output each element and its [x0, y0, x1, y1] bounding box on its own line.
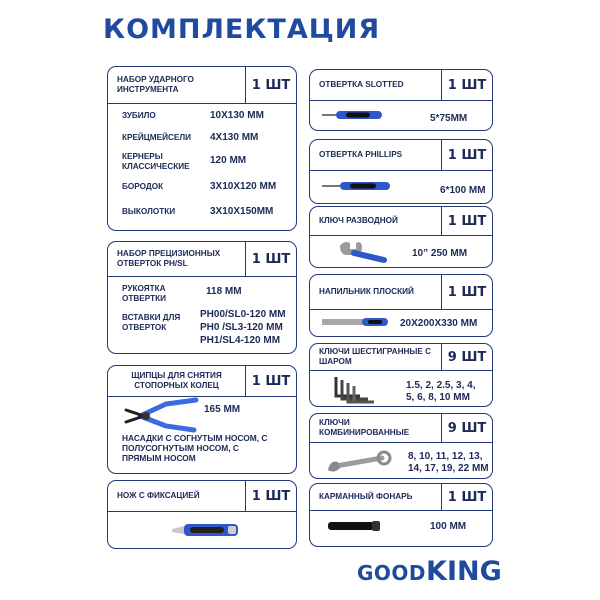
card-utility-knife: [107, 480, 297, 549]
utility-knife-icon: [172, 521, 240, 539]
card-pocket-flashlight: [309, 483, 493, 547]
card-header: [310, 414, 492, 443]
item-sizes: 14, 17, 19, 22 ММ: [408, 463, 489, 474]
item-quantity: 1 ШТ: [245, 481, 296, 511]
row-value: PH0 /SL3-120 ММ: [200, 322, 283, 333]
item-size: 5*75ММ: [430, 113, 468, 124]
adjustable-wrench-icon: [338, 240, 388, 264]
flashlight-icon: [328, 519, 382, 533]
row-label: ВСТАВКИ ДЛЯ ОТВЕРТОК: [122, 313, 181, 332]
item-note: НАСАДКИ С СОГНУТЫМ НОСОМ, С ПОЛУСОГНУТЫМ НОСОМ, С ПРЯМЫМ НОСОМ: [122, 433, 268, 463]
card-header: [108, 67, 296, 104]
item-sizes: 8, 10, 11, 12, 13,: [408, 451, 483, 462]
item-quantity: 1 ШТ: [441, 140, 492, 170]
card-slotted-screwdriver: [309, 69, 493, 131]
page-title: КОМПЛЕКТАЦИЯ: [103, 14, 381, 45]
item-name: ЩИПЦЫ ДЛЯ СНЯТИЯ СТОПОРНЫХ КОЛЕЦ: [131, 371, 222, 390]
card-header: [108, 242, 296, 277]
card-header: [310, 484, 492, 511]
row-value: 120 ММ: [210, 155, 247, 166]
card-header: [310, 207, 492, 236]
row-label: РУКОЯТКА ОТВЕРТКИ: [122, 284, 166, 303]
card-adjustable-wrench: [309, 206, 493, 268]
item-name: ОТВЕРТКА SLOTTED: [319, 80, 404, 89]
row-value: PH1/SL4-120 ММ: [200, 335, 281, 346]
row-label: БОРОДОК: [122, 182, 164, 191]
item-size: 6*100 ММ: [440, 185, 486, 196]
combination-wrench-icon: [326, 450, 392, 474]
card-combination-wrenches: [309, 413, 493, 479]
row-value: 3X10X120 ММ: [210, 181, 277, 192]
row-label: ЗУБИЛО: [122, 111, 156, 120]
card-phillips-screwdriver: [309, 139, 493, 204]
logo-part-king: KING: [426, 556, 502, 587]
item-quantity: 1 ШТ: [245, 242, 296, 276]
item-name: КАРМАННЫЙ ФОНАРЬ: [319, 492, 413, 501]
item-name: КЛЮЧ РАЗВОДНОЙ: [319, 216, 398, 225]
row-value: 3X10X150ММ: [210, 206, 274, 217]
item-quantity: 1 ШТ: [441, 207, 492, 235]
item-name: НАБОР ПРЕЦИЗИОННЫХ ОТВЕРТОК PH/SL: [117, 249, 221, 268]
flat-file-icon: [322, 317, 390, 327]
item-quantity: 1 ШТ: [441, 484, 492, 510]
item-size: 10” 250 ММ: [412, 248, 468, 259]
phillips-screwdriver-icon: [322, 180, 392, 192]
item-size: 165 ММ: [204, 404, 241, 415]
item-quantity: 9 ШТ: [441, 414, 492, 442]
item-quantity: 9 ШТ: [441, 344, 492, 370]
item-name: КЛЮЧИ ШЕСТИГРАННЫЕ С ШАРОМ: [319, 347, 432, 366]
item-name: НАПИЛЬНИК ПЛОСКИЙ: [319, 287, 414, 296]
item-quantity: 1 ШТ: [245, 67, 296, 103]
item-name: КЛЮЧИ КОМБИНИРОВАННЫЕ: [319, 418, 410, 437]
row-label: КЕРНЕРЫ КЛАССИЧЕСКИЕ: [122, 152, 190, 171]
card-hex-keys: [309, 343, 493, 407]
goodking-logo: [357, 556, 502, 587]
card-circlip-pliers: [107, 365, 297, 474]
row-label: ВЫКОЛОТКИ: [122, 207, 176, 216]
item-name: НАБОР УДАРНОГО ИНСТРУМЕНТА: [117, 75, 194, 94]
item-quantity: 1 ШТ: [441, 275, 492, 309]
hex-keys-icon: [330, 374, 380, 404]
row-value: PH00/SL0-120 ММ: [200, 309, 286, 320]
item-size: 100 ММ: [430, 521, 467, 532]
item-sizes: 1.5, 2, 2.5, 3, 4,: [406, 380, 476, 391]
item-name: ОТВЕРТКА PHILLIPS: [319, 150, 403, 159]
slotted-screwdriver-icon: [322, 109, 384, 121]
row-value: 4X130 ММ: [210, 132, 259, 143]
item-quantity: 1 ШТ: [245, 366, 296, 396]
card-header: [310, 344, 492, 371]
card-percussion-set: [107, 66, 297, 231]
row-label: КРЕЙЦМЕЙСЕЛИ: [122, 133, 191, 142]
card-header: [310, 275, 492, 310]
card-precision-screwdrivers: [107, 241, 297, 354]
row-value: 10X130 ММ: [210, 110, 264, 121]
card-header: [108, 481, 296, 512]
card-header: [310, 70, 492, 101]
item-name: НОЖ С ФИКСАЦИЕЙ: [117, 491, 200, 500]
logo-part-good: GOOD: [357, 561, 427, 585]
row-value: 118 ММ: [206, 286, 242, 297]
card-header: [310, 140, 492, 171]
item-sizes: 5, 6, 8, 10 ММ: [406, 392, 470, 403]
card-flat-file: [309, 274, 493, 337]
item-size: 20X200X330 ММ: [400, 318, 478, 329]
item-quantity: 1 ШТ: [441, 70, 492, 100]
card-header: [108, 366, 296, 397]
circlip-pliers-icon: [122, 396, 202, 436]
